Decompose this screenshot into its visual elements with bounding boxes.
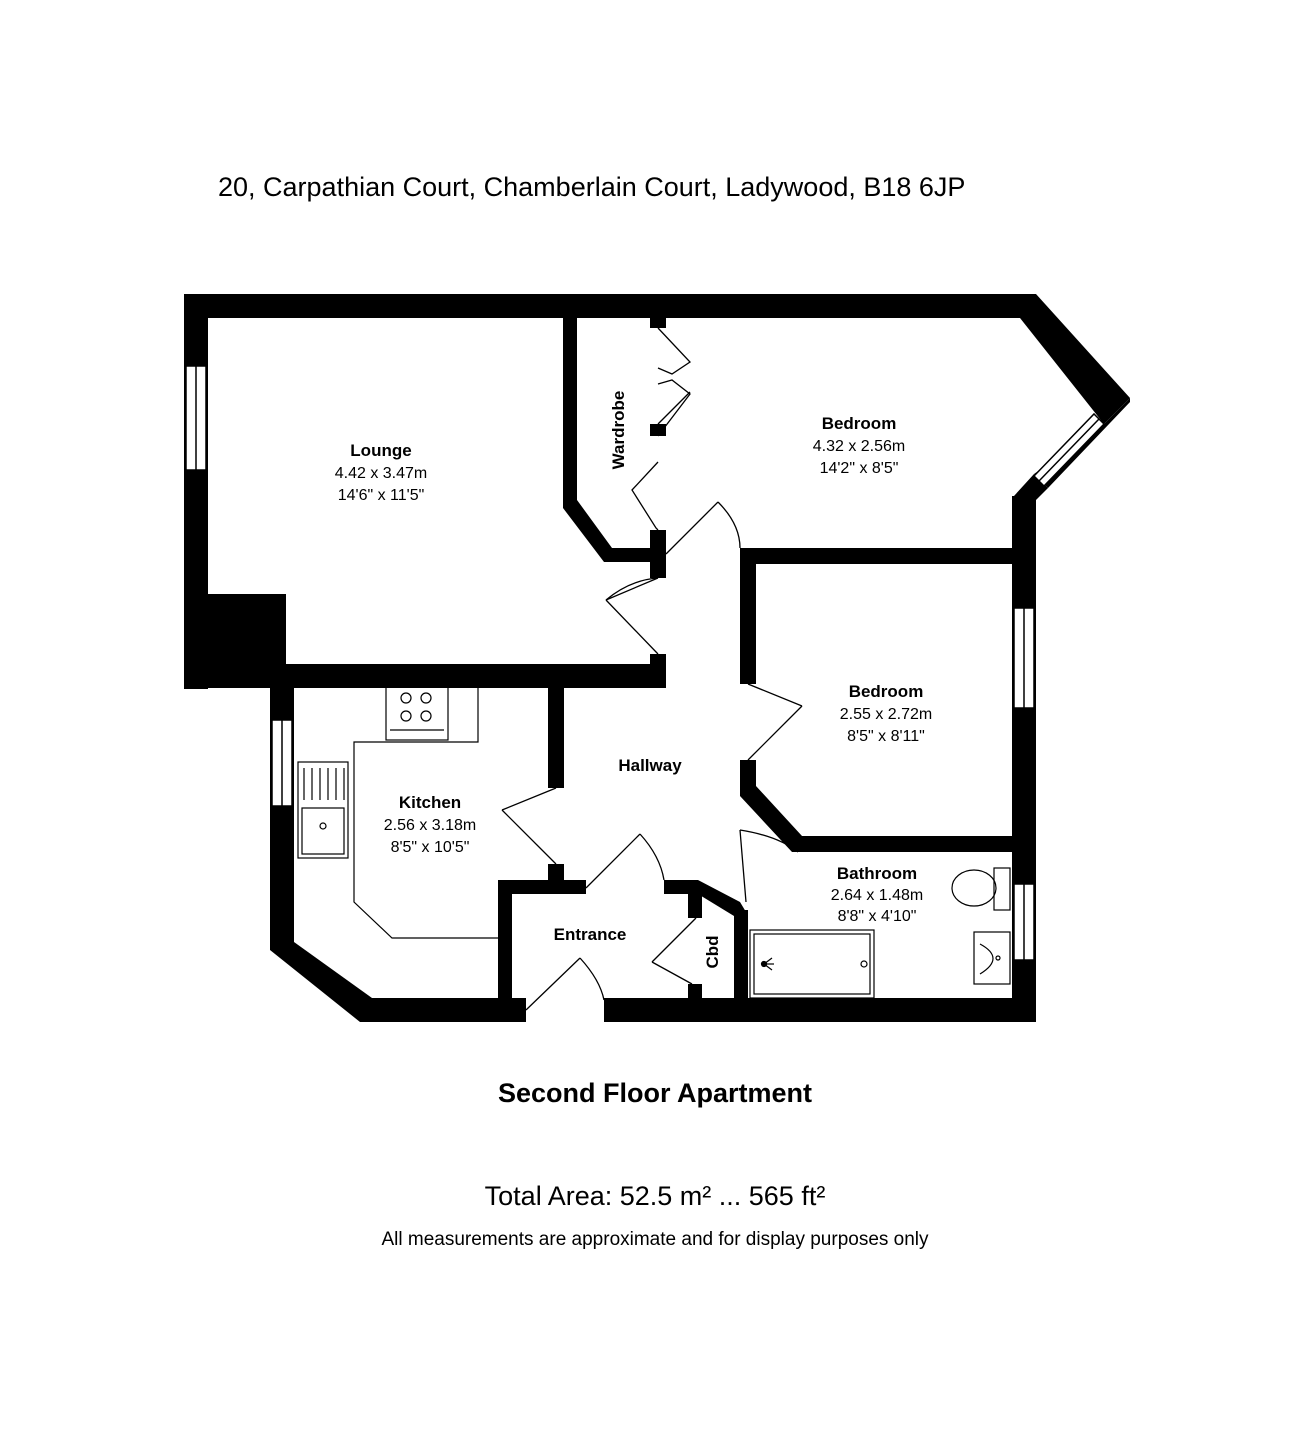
floor-title: Second Floor Apartment (497, 1078, 813, 1108)
kitchen-fittings (294, 680, 498, 938)
bedroom1-metric: 4.32 x 2.56m (812, 438, 906, 455)
walls (184, 294, 1130, 1022)
hob-icon (386, 682, 448, 740)
toilet-icon (952, 870, 996, 906)
lounge-name: Lounge (350, 441, 412, 460)
kitchen-name: Kitchen (398, 793, 462, 812)
bathroom-metric: 2.64 x 1.48m (830, 887, 924, 904)
hallway-name: Hallway (618, 756, 682, 775)
bedroom1-imperial: 14'2" x 8'5" (819, 460, 899, 477)
bathroom-name: Bathroom (836, 864, 918, 883)
bathroom-imperial: 8'8" x 4'10" (837, 908, 917, 925)
kitchen-imperial: 8'5" x 10'5" (390, 839, 470, 856)
bedroom1-name: Bedroom (821, 414, 897, 433)
cupboard-label: Cbd (703, 935, 722, 969)
bedroom2-metric: 2.55 x 2.72m (839, 706, 933, 723)
basin-icon (974, 932, 1010, 984)
kitchen-metric: 2.56 x 3.18m (383, 817, 477, 834)
lounge-imperial: 14'6" x 11'5" (337, 487, 425, 504)
total-area: Total Area: 52.5 m² ... 565 ft² (484, 1181, 826, 1211)
wardrobe-label: Wardrobe (609, 390, 628, 470)
bedroom2-name: Bedroom (848, 682, 924, 701)
disclaimer: All measurements are approximate and for display purposes only (381, 1229, 929, 1250)
entrance-name: Entrance (553, 925, 627, 944)
sink-icon (298, 762, 348, 858)
lounge-metric: 4.42 x 3.47m (334, 465, 428, 482)
bedroom2-imperial: 8'5" x 8'11" (847, 728, 925, 745)
address-text: 20, Carpathian Court, Chamberlain Court, Ladywood, B18 6JP (218, 172, 966, 202)
